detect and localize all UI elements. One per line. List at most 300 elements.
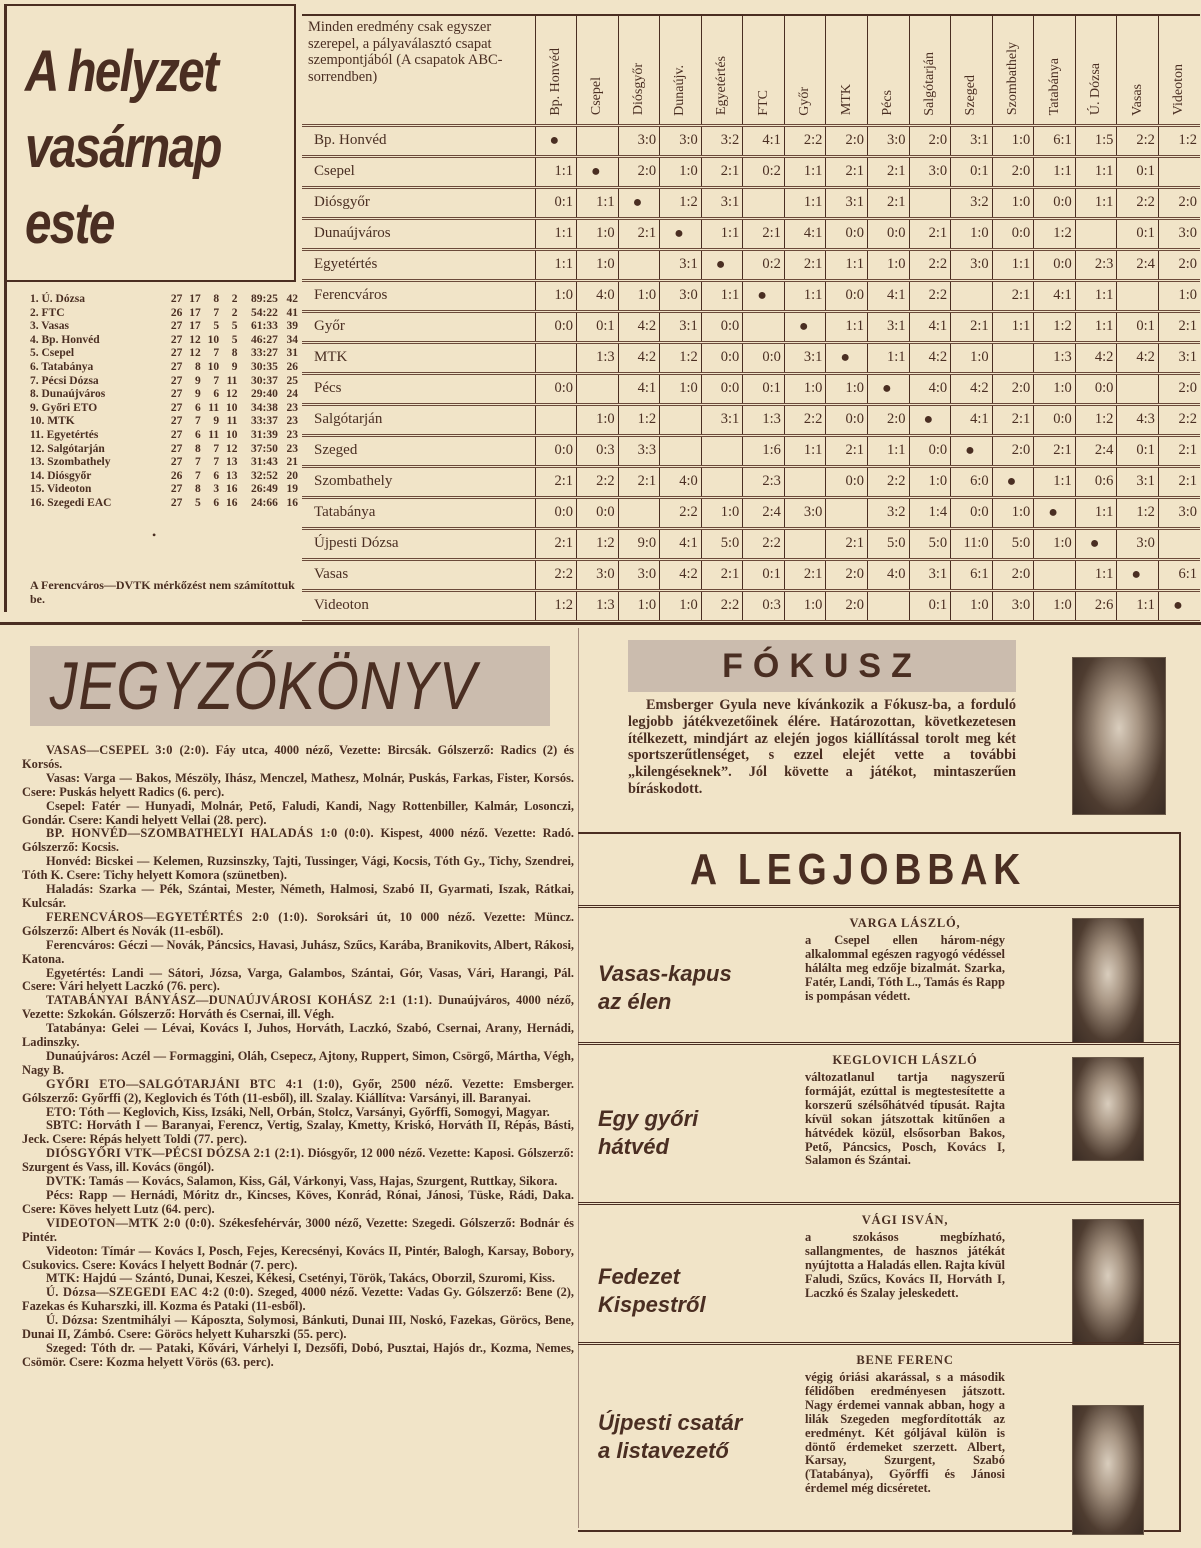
team-name: 6. Tatabánya: [30, 360, 94, 373]
self-match-dot: ●: [618, 187, 660, 218]
played: 27: [170, 401, 183, 414]
player-photo: [1072, 1405, 1144, 1535]
result-cell: 0:0: [535, 311, 577, 342]
result-cell: 2:0: [826, 559, 868, 590]
result-cell: 2:1: [1034, 435, 1076, 466]
self-match-dot: ●: [826, 342, 868, 373]
entry-heading-line: Vasas-kapus: [598, 961, 732, 986]
won: 9: [194, 374, 201, 387]
self-match-dot: ●: [784, 311, 826, 342]
goals: 30:37: [250, 374, 278, 387]
points: 23: [286, 415, 299, 428]
report-paragraph: [22, 911, 574, 939]
points: 16: [286, 496, 299, 509]
result-cell: 3:0: [1158, 218, 1200, 249]
result-cell: 1:0: [577, 249, 619, 280]
entry-heading-line: Kispestről: [598, 1292, 706, 1317]
entry-heading-line: az élen: [598, 989, 672, 1014]
row-team-name: Egyetértés: [302, 249, 535, 280]
grid-row: [302, 249, 1200, 280]
result-cell: 2:0: [618, 156, 660, 187]
result-cell: 9:0: [618, 528, 660, 559]
result-cell: 2:1: [618, 218, 660, 249]
result-cell: 1:1: [1117, 590, 1159, 621]
result-cell: [701, 435, 743, 466]
column-header: [826, 15, 868, 125]
row-team-name: Dunaújváros: [302, 218, 535, 249]
result-cell: 1:2: [1158, 125, 1200, 156]
standings-row: [30, 334, 298, 348]
result-cell: 3:0: [618, 559, 660, 590]
drawn: 5: [213, 320, 220, 333]
result-cell: 0:1: [1117, 435, 1159, 466]
result-cell: 0:0: [951, 497, 993, 528]
headline-line: vasárnap: [25, 115, 221, 180]
result-cell: 1:2: [660, 187, 702, 218]
row-team-name: Győr: [302, 311, 535, 342]
result-cell: 4:2: [951, 373, 993, 404]
lost: 10: [225, 428, 238, 441]
points: 20: [286, 469, 299, 482]
won: 8: [194, 360, 201, 373]
column-header: [618, 15, 660, 125]
result-cell: 1:0: [909, 466, 951, 497]
result-cell: 4:0: [909, 373, 951, 404]
goals: 31:43: [250, 456, 278, 469]
best-player-entry: [578, 1042, 1181, 1202]
team-name: 12. Salgótarján: [30, 442, 105, 455]
result-cell: 0:0: [577, 497, 619, 528]
report-paragraph: [22, 994, 574, 1022]
result-cell: 3:1: [660, 249, 702, 280]
result-cell: 0:0: [826, 218, 868, 249]
result-cell: 1:1: [784, 435, 826, 466]
result-cell: 3:0: [784, 497, 826, 528]
match-headline: TATABÁNYAI BÁNYÁSZ—DUNAÚJVÁROSI KOHÁSZ 2:1 (1:1).: [46, 993, 433, 1008]
points: 24: [286, 388, 299, 401]
report-paragraph: [22, 1245, 574, 1273]
result-cell: 2:1: [701, 156, 743, 187]
result-cell: 2:1: [1158, 311, 1200, 342]
result-cell: 1:1: [784, 187, 826, 218]
won: 12: [189, 333, 201, 346]
grid-row: [302, 559, 1200, 590]
grid-row: [302, 156, 1200, 187]
result-cell: 2:0: [1158, 249, 1200, 280]
result-cell: 2:0: [992, 435, 1034, 466]
entry-heading: [598, 1105, 698, 1161]
player-name: BENE FERENC: [856, 1353, 954, 1367]
won: 5: [194, 496, 201, 509]
report-paragraph: [22, 744, 574, 772]
standings-row: [30, 443, 298, 457]
report-paragraph: [22, 1272, 574, 1286]
report-text: Szeged, 4000 néző. Vezette: Vadas Gy. Gólszerző: Bene (2), Fazekas és Kuharszki, ill. Kozma és Pataki (11-esből).: [22, 1285, 574, 1314]
points: 25: [286, 374, 299, 387]
result-cell: 0:1: [535, 187, 577, 218]
standings-row: [30, 307, 298, 321]
column-team-name: Szeged: [963, 75, 979, 116]
divider: [0, 622, 1201, 625]
column-team-name: Videoton: [1171, 64, 1187, 116]
column-team-name: Salgótarján: [921, 51, 937, 116]
goals: 61:33: [250, 320, 278, 333]
result-cell: [577, 373, 619, 404]
jegyzokonyv-banner: [30, 646, 550, 726]
report-paragraph: [22, 1217, 574, 1245]
result-cell: 1:0: [784, 590, 826, 621]
result-cell: 2:1: [535, 528, 577, 559]
grid-row: [302, 280, 1200, 311]
lost: 5: [231, 320, 238, 333]
result-cell: 0:3: [577, 435, 619, 466]
standings-row: [30, 497, 298, 511]
result-cell: 2:1: [868, 187, 910, 218]
result-cell: 3:0: [577, 559, 619, 590]
result-cell: 3:1: [784, 342, 826, 373]
self-match-dot: ●: [951, 435, 993, 466]
result-cell: 2:2: [909, 280, 951, 311]
played: 27: [170, 496, 183, 509]
result-cell: 6:1: [951, 559, 993, 590]
result-cell: 1:2: [618, 404, 660, 435]
fokusz-paragraph: Emsberger Gyula neve kívánkozik a Fókusz-ba, a forduló legjobb játékvezetőinek élére. Határozottan, következetesen ítélkezett, mindjárt az elején jogos kiállítással torolt meg két sportszerűtlenséget, s ezzel elejét vette a további „kilengéseknek”. Jól követte a játékot, mintaszerűen bíráskodott.: [628, 697, 1016, 797]
result-cell: [784, 528, 826, 559]
match-reports: [22, 744, 574, 1370]
lost: 12: [225, 388, 238, 401]
result-cell: 6:0: [951, 466, 993, 497]
column-header: [701, 15, 743, 125]
drawn: 6: [213, 388, 220, 401]
column-team-name: Győr: [797, 86, 813, 116]
result-cell: 3:1: [868, 311, 910, 342]
drawn: 8: [213, 293, 220, 305]
player-description: a Csepel ellen három-négy alkalommal egészen ragyogó védéssel hálálta meg edzője bizalmát. Szarka, Fatér, Landi, Tóth L., Tamás és Rapp is pompásan védett.: [805, 933, 1005, 1003]
row-team-name: Vasas: [302, 559, 535, 590]
team-name: 14. Diósgyőr: [30, 469, 92, 482]
result-cell: 0:0: [992, 218, 1034, 249]
column-header: [1117, 15, 1159, 125]
result-cell: 4:2: [618, 311, 660, 342]
result-cell: 0:0: [826, 466, 868, 497]
column-team-name: Ú. Dózsa: [1088, 63, 1104, 116]
result-cell: 4:3: [1117, 404, 1159, 435]
result-cell: 1:3: [743, 404, 785, 435]
entry-heading: [598, 1263, 706, 1319]
result-cell: 1:3: [577, 590, 619, 621]
self-match-dot: ●: [868, 373, 910, 404]
result-cell: 2:4: [1117, 249, 1159, 280]
self-match-dot: ●: [701, 249, 743, 280]
team-name: 13. Szombathely: [30, 456, 111, 469]
played: 27: [170, 360, 183, 373]
result-cell: 1:2: [1117, 497, 1159, 528]
result-cell: 0:1: [951, 156, 993, 187]
won: 7: [194, 456, 201, 469]
grid-row: [302, 187, 1200, 218]
result-cell: 3:0: [909, 156, 951, 187]
result-cell: 1:0: [660, 156, 702, 187]
result-cell: [992, 342, 1034, 373]
result-cell: [535, 342, 577, 373]
result-cell: 1:0: [784, 373, 826, 404]
grid-row: [302, 218, 1200, 249]
column-team-name: Egyetértés: [714, 56, 730, 116]
team-name: 15. Videoton: [30, 483, 92, 496]
won: 6: [194, 401, 201, 414]
report-text: Vasas: Varga — Bakos, Mészöly, Ihász, Menczel, Mathesz, Molnár, Puskás, Farkas, Fister, Korsós. Csere: Puskás helyett Radics (6. perc).: [22, 770, 574, 799]
result-cell: [618, 497, 660, 528]
result-cell: [1075, 218, 1117, 249]
report-paragraph: [22, 1050, 574, 1078]
lost: 11: [226, 374, 238, 387]
result-cell: 1:3: [577, 342, 619, 373]
report-paragraph: [22, 800, 574, 828]
match-headline: DIÓSGYŐRI VTK—PÉCSI DÓZSA 2:1 (2:1).: [46, 1146, 305, 1161]
column-team-name: Pécs: [880, 89, 896, 116]
result-cell: [951, 280, 993, 311]
headline-line: A helyzet: [25, 39, 218, 104]
result-cell: 2:2: [784, 404, 826, 435]
played: 27: [170, 320, 183, 333]
column-team-name: Tatabánya: [1046, 58, 1062, 116]
result-cell: 0:0: [701, 311, 743, 342]
result-cell: 1:0: [951, 590, 993, 621]
grid-row: [302, 125, 1200, 156]
result-cell: 2:1: [618, 466, 660, 497]
grid-row: [302, 590, 1200, 621]
result-cell: [1117, 280, 1159, 311]
result-cell: 4:2: [1117, 342, 1159, 373]
drawn: 11: [208, 428, 220, 441]
goals: 37:50: [250, 442, 278, 455]
result-cell: 1:5: [1075, 125, 1117, 156]
result-cell: 0:2: [743, 249, 785, 280]
result-cell: 4:1: [618, 373, 660, 404]
team-name: 9. Győri ETO: [30, 401, 98, 414]
report-text: Pécs: Rapp — Hernádi, Móritz dr., Kincses, Köves, Konrád, Rónai, Jánosi, Tüske, Rádi, Daka. Csere: Köves helyett Lutz (64. perc).: [22, 1188, 574, 1216]
result-cell: 0:1: [577, 311, 619, 342]
won: 17: [189, 320, 201, 333]
result-cell: 2:0: [992, 559, 1034, 590]
report-text: Fáy utca, 4000 néző, Vezette: Bircsák. Gólszerző: Radics (2) és Korsós.: [22, 743, 574, 771]
self-match-dot: ●: [577, 156, 619, 187]
self-match-dot: ●: [909, 404, 951, 435]
result-cell: 2:1: [743, 218, 785, 249]
result-cell: 2:1: [868, 156, 910, 187]
result-cell: 1:1: [1034, 156, 1076, 187]
result-cell: [701, 466, 743, 497]
self-match-dot: ●: [1075, 528, 1117, 559]
headline-line: este: [25, 191, 114, 256]
match-headline: FERENCVÁROS—EGYETÉRTÉS 2:0 (1:0).: [46, 909, 308, 924]
result-cell: [868, 590, 910, 621]
drawn: 10: [207, 333, 220, 346]
result-cell: 1:3: [1034, 342, 1076, 373]
result-cell: 4:1: [951, 404, 993, 435]
result-cell: [784, 466, 826, 497]
row-team-name: Csepel: [302, 156, 535, 187]
result-cell: 2:0: [1158, 373, 1200, 404]
result-cell: 3:0: [951, 249, 993, 280]
entry-heading-line: a listavezető: [598, 1438, 729, 1463]
result-cell: 1:1: [826, 249, 868, 280]
lost: 13: [225, 469, 238, 482]
played: 27: [170, 442, 183, 455]
result-cell: 0:1: [743, 373, 785, 404]
result-cell: 1:0: [577, 404, 619, 435]
team-name: 8. Dunaújváros: [30, 388, 106, 401]
team-name: 11. Egyetértés: [30, 428, 99, 441]
report-text: Ú. Dózsa: Szentmihályi — Káposzta, Solymosi, Bánkuti, Dunai III, Noskó, Fazekas, Göröcs, Bene, Dunai II, Zámbó. Csere: Göröcs helyett Kuharszki (55. perc).: [22, 1313, 574, 1342]
won: 8: [194, 483, 201, 496]
report-paragraph: [22, 1286, 574, 1314]
result-cell: 1:1: [535, 249, 577, 280]
match-headline: GYŐRI ETO—SALGÓTARJÁNI BTC 4:1 (1:0),: [46, 1076, 343, 1091]
result-cell: 1:0: [1034, 373, 1076, 404]
result-cell: 0:0: [535, 373, 577, 404]
report-paragraph: [22, 1175, 574, 1189]
column-header: [535, 15, 577, 125]
result-cell: 2:1: [992, 404, 1034, 435]
lost: 16: [225, 496, 238, 509]
report-paragraph: [22, 967, 574, 995]
report-text: Diósgyőr, 12 000 néző. Vezette: Kaposi. Gólszerző: Szurgent és Vass, ill. Kovács (öngól).: [22, 1146, 574, 1175]
column-header: [951, 15, 993, 125]
points: 31: [286, 347, 299, 360]
result-cell: 0:1: [1117, 218, 1159, 249]
result-cell: 4:2: [660, 559, 702, 590]
result-cell: [1034, 559, 1076, 590]
result-cell: 4:0: [868, 559, 910, 590]
goals: 30:35: [250, 360, 278, 373]
match-headline: VIDEOTON—MTK 2:0 (0:0).: [46, 1215, 215, 1230]
best-player-entry: [578, 905, 1181, 1042]
player-photo: [1072, 1057, 1144, 1161]
match-headline: VASAS—CSEPEL 3:0 (2:0).: [46, 743, 210, 757]
report-paragraph: [22, 1342, 574, 1370]
grid-row: [302, 373, 1200, 404]
result-cell: 0:0: [701, 373, 743, 404]
result-cell: 2:1: [992, 280, 1034, 311]
result-cell: 3:1: [1158, 342, 1200, 373]
result-cell: 2:2: [701, 590, 743, 621]
report-paragraph: [22, 939, 574, 967]
result-cell: 0:0: [909, 435, 951, 466]
result-cell: 0:0: [535, 497, 577, 528]
played: 27: [170, 333, 183, 346]
grid-row: [302, 342, 1200, 373]
result-cell: 3:0: [660, 125, 702, 156]
player-photo: [1072, 1219, 1144, 1345]
team-name: 2. FTC: [30, 306, 65, 319]
standings-row: [30, 388, 298, 402]
report-paragraph: [22, 855, 574, 883]
result-cell: 1:1: [701, 280, 743, 311]
row-team-name: Diósgyőr: [302, 187, 535, 218]
goals: 32:52: [250, 469, 278, 482]
divider: [4, 282, 7, 612]
result-cell: 2:1: [1158, 466, 1200, 497]
report-text: DVTK: Tamás — Kovács, Salamon, Kiss, Gál, Várkonyi, Vass, Hajas, Szurgent, Ruttkay, Sikora.: [46, 1174, 558, 1189]
result-cell: 1:6: [743, 435, 785, 466]
points: 41: [286, 306, 299, 319]
drawn: 7: [213, 374, 220, 387]
played: 27: [170, 415, 183, 428]
result-cell: 4:2: [1075, 342, 1117, 373]
result-cell: 4:0: [577, 280, 619, 311]
result-cell: 0:0: [868, 218, 910, 249]
lost: 13: [225, 456, 238, 469]
won: 9: [194, 388, 201, 401]
drawn: 9: [213, 415, 220, 428]
result-cell: 1:1: [1075, 187, 1117, 218]
result-cell: 3:0: [1117, 528, 1159, 559]
result-cell: 0:1: [1117, 311, 1159, 342]
result-cell: 0:0: [1034, 249, 1076, 280]
result-cell: 4:1: [660, 528, 702, 559]
row-team-name: Pécs: [302, 373, 535, 404]
result-cell: 5:0: [701, 528, 743, 559]
goals: 31:39: [250, 428, 278, 441]
column-header: [868, 15, 910, 125]
self-match-dot: ●: [1117, 559, 1159, 590]
self-match-dot: ●: [660, 218, 702, 249]
result-cell: 2:2: [743, 528, 785, 559]
column-team-name: MTK: [838, 84, 854, 116]
won: 6: [194, 428, 201, 441]
points: 42: [286, 293, 299, 305]
column-header: [992, 15, 1034, 125]
standings-row: [30, 456, 298, 470]
result-cell: 2:0: [909, 125, 951, 156]
result-cell: 4:2: [618, 342, 660, 373]
points: 23: [286, 428, 299, 441]
result-cell: 1:0: [951, 218, 993, 249]
result-cell: 4:1: [1034, 280, 1076, 311]
result-cell: 3:0: [618, 125, 660, 156]
result-cell: [1158, 528, 1200, 559]
lost: 5: [231, 333, 238, 346]
player-name: VÁGI ISVÁN,: [861, 1213, 949, 1227]
drawn: 11: [208, 401, 220, 414]
result-cell: 3:0: [992, 590, 1034, 621]
self-match-dot: ●: [1158, 590, 1200, 621]
self-match-dot: ●: [992, 466, 1034, 497]
best-player-entry: [578, 1342, 1181, 1530]
played: 27: [170, 428, 183, 441]
lost: 2: [231, 293, 238, 305]
played: 27: [170, 374, 183, 387]
lost: 16: [225, 483, 238, 496]
result-cell: 6:1: [1034, 125, 1076, 156]
played: 27: [170, 456, 183, 469]
result-cell: 1:0: [992, 187, 1034, 218]
drawn: 10: [207, 360, 220, 373]
column-header: [743, 15, 785, 125]
best-player-entry: [578, 1202, 1181, 1342]
grid-row: [302, 435, 1200, 466]
standings-row: [30, 361, 298, 375]
lost: 8: [231, 347, 238, 360]
result-cell: 1:0: [1158, 280, 1200, 311]
result-cell: 3:3: [618, 435, 660, 466]
result-cell: 2:1: [535, 466, 577, 497]
points: 21: [286, 456, 299, 469]
result-cell: 2:4: [1075, 435, 1117, 466]
report-text: ETO: Tóth — Keglovich, Kiss, Izsáki, Nell, Orbán, Stolcz, Varsányi, Győrffi, Somogyi, Magyar.: [46, 1104, 550, 1119]
result-cell: 2:2: [1117, 187, 1159, 218]
